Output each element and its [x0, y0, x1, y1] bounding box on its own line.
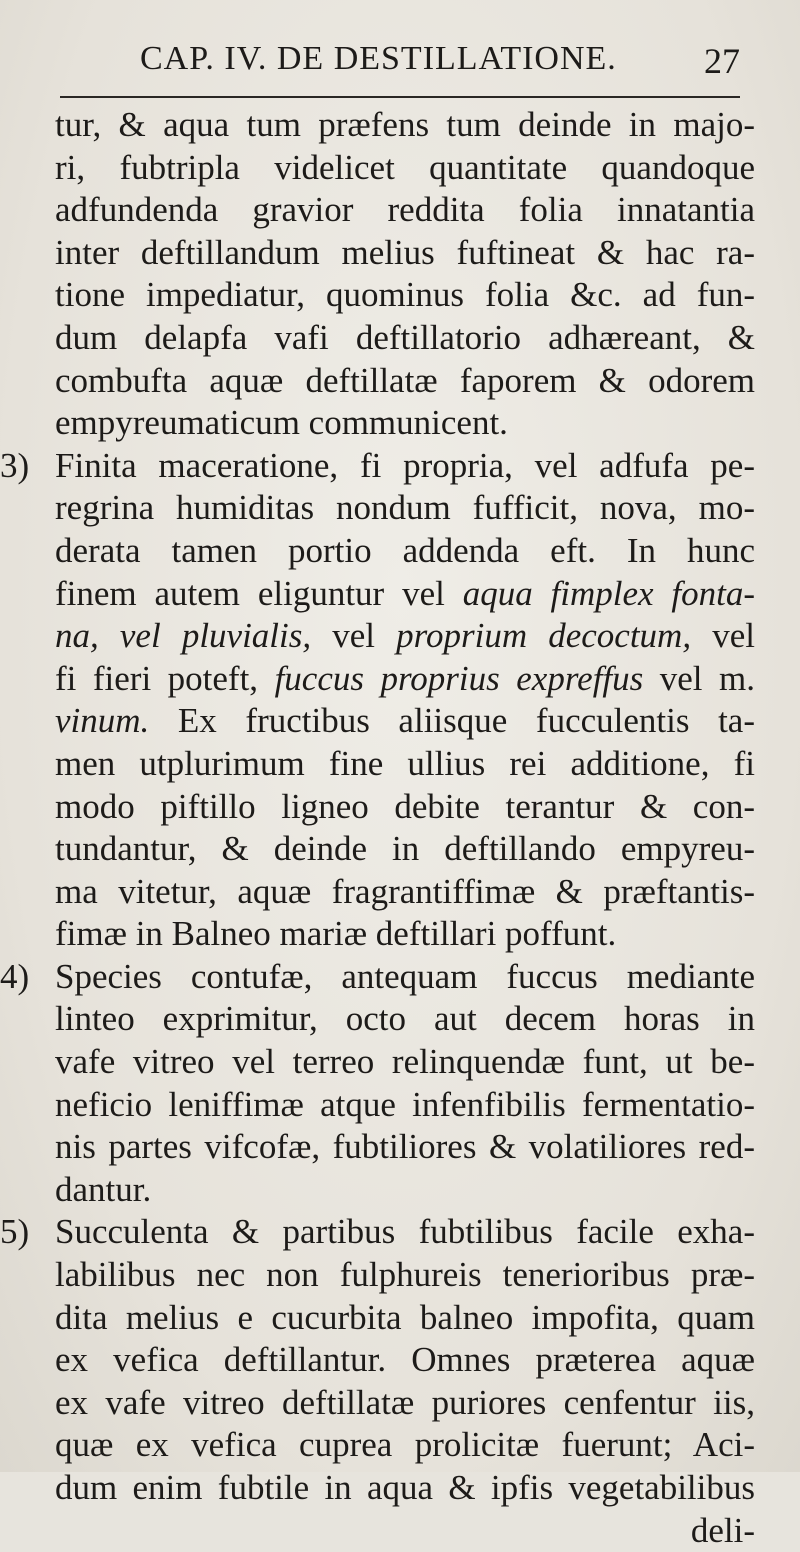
text-line: dita melius e cucurbita balneo impofita, quam — [55, 1297, 755, 1337]
text-line: fimæ in Balneo mariæ deftillari poffunt. — [55, 914, 617, 954]
header-rule — [60, 96, 740, 98]
italic-text: aqua fimplex fonta- — [462, 573, 756, 613]
line-text: Finita maceratione, fi propria, vel adfufa pe- — [55, 445, 755, 485]
text-line: nis partes vifcofæ, fubtiliores & volatiliores red- — [55, 1127, 755, 1167]
text-line: ex vefica deftillantur. Omnes præterea aquæ — [55, 1340, 755, 1380]
text-line — [55, 615, 755, 658]
line-text: vel — [691, 616, 755, 656]
text-line: linteo exprimitur, octo aut decem horas in — [55, 999, 755, 1039]
text-line: ma vitetur, aquæ fragrantiffimæ & præftantis- — [55, 871, 755, 911]
text-line: tundantur, & deinde in deftillando empyreu- — [55, 829, 755, 869]
italic-text: vinum. — [55, 701, 150, 741]
text-line: tione impediatur, quominus folia &c. ad fun- — [55, 275, 755, 315]
text-line: dantur. — [55, 1169, 152, 1209]
line-text: finem autem eliguntur vel — [55, 573, 463, 613]
line-text: vel m. — [643, 658, 755, 698]
text-line: dum enim fubtile in aqua & ipfis vegetabilibus — [55, 1468, 755, 1507]
text-line: inter deftillandum melius fuftineat & hac ra- — [55, 232, 755, 272]
line-text: fi fieri poteft, — [55, 658, 275, 698]
text-line: neficio leniffimæ atque infenfibilis fermentatio- — [55, 1084, 755, 1124]
text-line: adfundenda gravior reddita folia innatantia — [55, 190, 755, 230]
text-line: derata tamen portio addenda eft. In hunc — [55, 530, 755, 570]
text-line: 5) Succulenta & partibus fubtilibus facile exha- — [0, 1212, 755, 1252]
text-line: ri, fubtripla videlicet quantitate quandoque — [55, 147, 755, 187]
text-line: vafe vitreo vel terreo relinquendæ funt, ut be- — [55, 1042, 755, 1082]
chapter-title: CAP. IV. DE DESTILLATIONE. — [140, 40, 617, 77]
text-line — [55, 573, 755, 616]
text-line: combufta aquæ deftillatæ faporem & odorem — [55, 360, 755, 400]
text-line — [55, 700, 755, 743]
page-number: 27 — [704, 41, 740, 81]
italic-text: na, vel pluvialis, — [55, 616, 312, 656]
text-line: empyreumaticum communicent. — [55, 403, 508, 443]
running-header — [140, 40, 740, 100]
text-line: modo piftillo ligneo debite terantur & con- — [55, 786, 755, 826]
text-line: quæ ex vefica cuprea prolicitæ fuerunt; Aci- — [55, 1425, 755, 1465]
italic-text: fuccus proprius expreffus — [274, 658, 644, 698]
text-line: 3) Finita maceratione, fi propria, vel adfufa pe- — [0, 445, 755, 485]
line-text: Ex fructibus aliisque fucculentis ta- — [149, 701, 755, 741]
text-line — [55, 658, 755, 701]
line-text: Succulenta & partibus fubtilibus facile exha- — [55, 1212, 755, 1252]
text-line: men utplurimum fine ullius rei additione, fi — [55, 743, 755, 783]
text-line: ex vafe vitreo deftillatæ puriores cenfentur iis, — [55, 1382, 755, 1422]
text-line: 4) Species contufæ, antequam fuccus mediante — [0, 956, 755, 996]
text-body — [0, 104, 756, 1552]
line-text: vel — [311, 616, 397, 656]
text-line: labilibus nec non fulphureis tenerioribus præ- — [55, 1255, 755, 1295]
text-line: tur, & aqua tum præfens tum deinde in majo- — [55, 105, 755, 144]
text-line: dum delapfa vafi deftillatorio adhæreant, & — [55, 317, 755, 357]
line-text: Species contufæ, antequam fuccus mediante — [55, 956, 755, 996]
italic-text: proprium decoctum, — [396, 616, 692, 656]
catchword: deli- — [690, 1510, 755, 1550]
text-line: regrina humiditas nondum fufficit, nova, mo- — [55, 488, 755, 528]
